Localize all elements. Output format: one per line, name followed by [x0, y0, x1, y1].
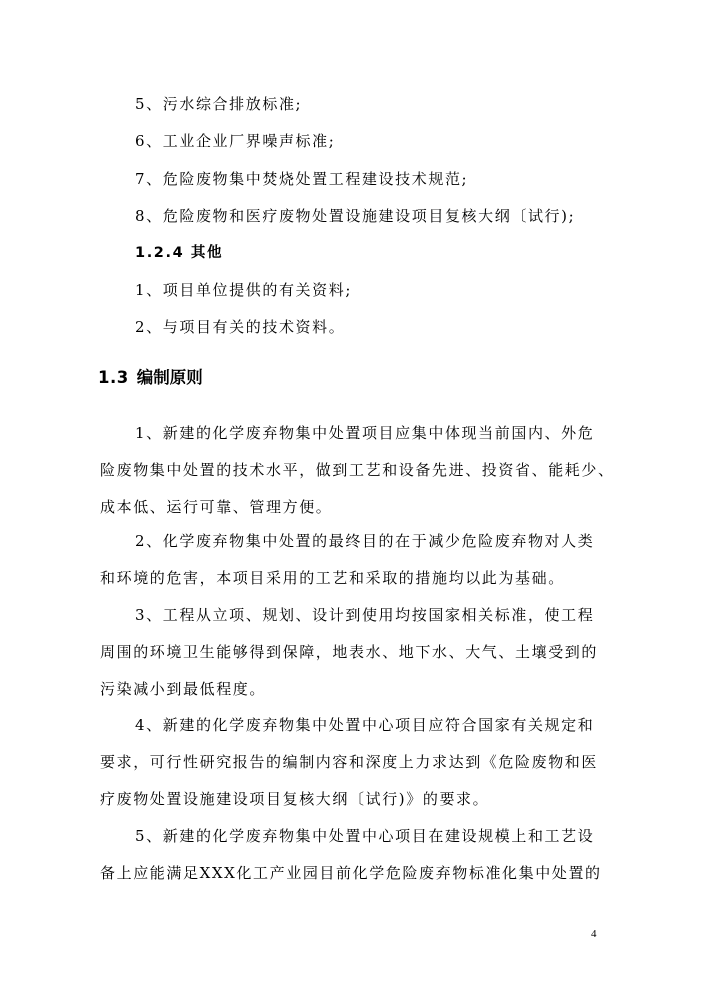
paragraph-line: 成本低、运行可靠、管理方便。 [100, 498, 333, 516]
paragraph-line: 疗废物处置设施建设项目复核大纲〔试行)》的要求。 [100, 790, 490, 808]
paragraph-line: 5、新建的化学废弃物集中处置中心项目在建设规模上和工艺设 [135, 827, 595, 845]
paragraph-line: 3、工程从立项、规划、设计到使用均按国家相关标准，使工程 [135, 606, 595, 624]
paragraph-line: 1、新建的化学废弃物集中处置项目应集中体现当前国内、外危 [135, 424, 595, 442]
subsection-heading: 1.2.4 其他 [135, 245, 224, 261]
standard-item-5: 5、污水综合排放标准; [135, 95, 303, 113]
paragraph-line: 和环境的危害，本项目采用的工艺和采取的措施均以此为基础。 [100, 569, 565, 587]
section-heading [98, 367, 203, 389]
paragraph-line: 备上应能满足XXX化工产业园目前化学危险废弃物标准化集中处置的 [100, 864, 602, 882]
section-title: 编制原则 [136, 368, 203, 387]
standard-item-6: 6、工业企业厂界噪声标准; [135, 132, 336, 150]
page-number: 4 [591, 928, 597, 940]
reference-item-1: 1、项目单位提供的有关资料; [135, 281, 352, 299]
reference-item-2: 2、与项目有关的技术资料。 [135, 318, 346, 336]
paragraph-line: 4、新建的化学废弃物集中处置中心项目应符合国家有关规定和 [135, 716, 595, 734]
paragraph-line: 2、化学废弃物集中处置的最终目的在于减少危险废弃物对人类 [135, 532, 595, 550]
standard-item-8: 8、危险废物和医疗废物处置设施建设项目复核大纲〔试行); [135, 207, 576, 225]
standard-item-7: 7、危险废物集中焚烧处置工程建设技术规范; [135, 170, 469, 188]
paragraph-line: 险废物集中处置的技术水平，做到工艺和设备先进、投资省、能耗少、 [100, 461, 615, 479]
paragraph-line: 要求，可行性研究报告的编制内容和深度上力求达到《危险废物和医 [100, 753, 599, 771]
section-number: 1.3 [98, 368, 129, 387]
paragraph-line: 污染减小到最低程度。 [100, 680, 267, 698]
paragraph-line: 周围的环境卫生能够得到保障，地表水、地下水、大气、土壤受到的 [100, 643, 599, 661]
